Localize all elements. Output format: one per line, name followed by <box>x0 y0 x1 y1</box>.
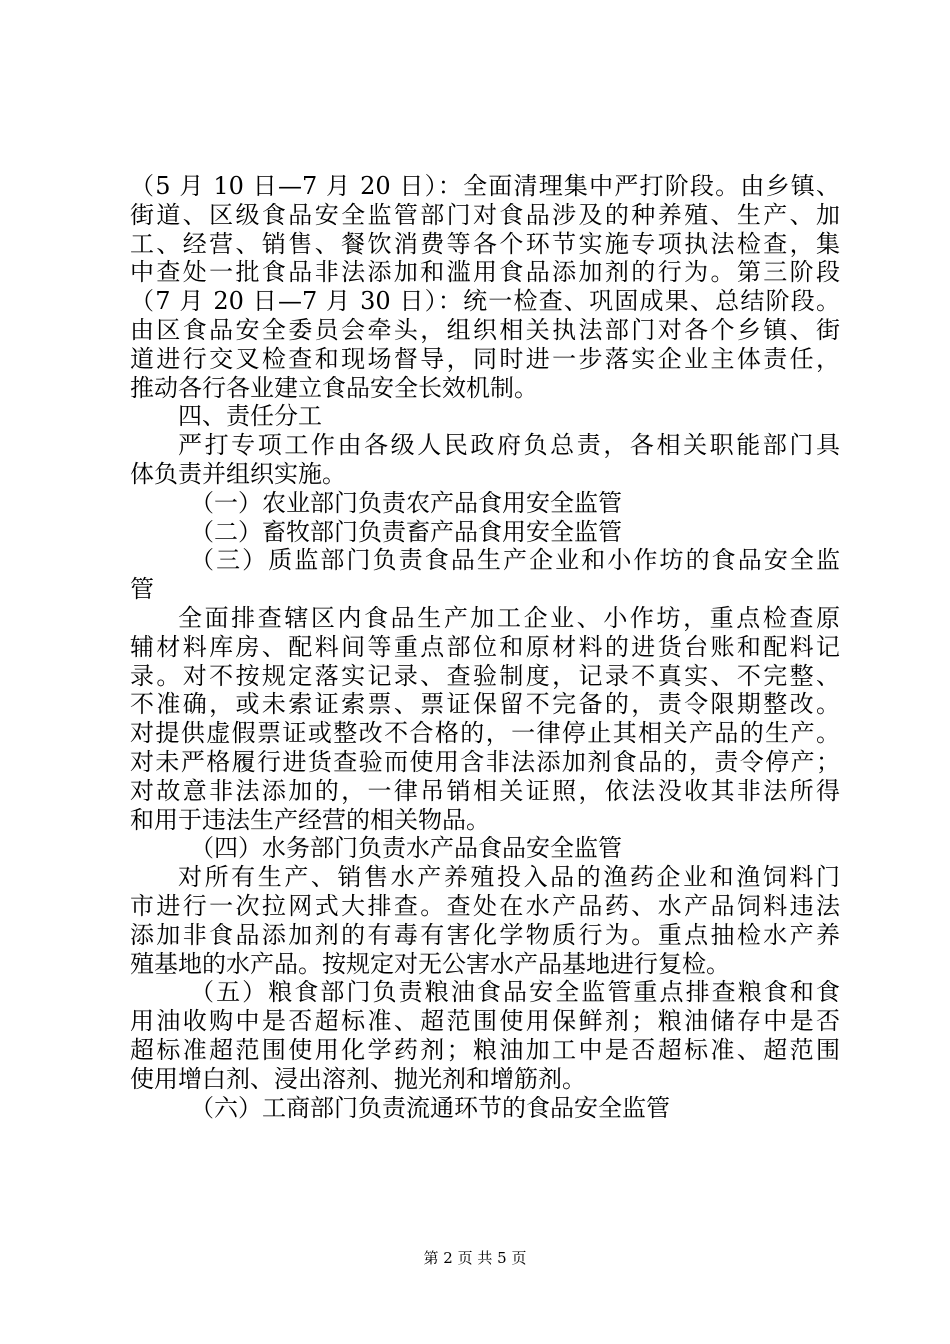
text-line: 对提供虚假票证或整改不合格的，一律停止其相关产品的生产。 <box>130 719 840 748</box>
text-line: 由区食品安全委员会牵头，组织相关执法部门对各个乡镇、街 <box>130 315 840 344</box>
text-line: （二）畜牧部门负责畜产品食用安全监管 <box>190 517 622 546</box>
text-line: （四）水务部门负责水产品食品安全监管 <box>190 834 622 863</box>
text-line: 街道、区级食品安全监管部门对食品涉及的种养殖、生产、加 <box>130 200 840 229</box>
text-line: 严打专项工作由各级人民政府负总责，各相关职能部门具 <box>178 431 840 460</box>
text-line: 体负责并组织实施。 <box>130 459 346 488</box>
text-line: 道进行交叉检查和现场督导，同时进一步落实企业主体责任， <box>130 344 840 373</box>
text-line: 管 <box>130 575 154 604</box>
text-line: 工、经营、销售、餐饮消费等各个环节实施专项执法检查，集 <box>130 229 840 258</box>
text-line: 和用于违法生产经营的相关物品。 <box>130 805 490 834</box>
text-line: （六）工商部门负责流通环节的食品安全监管 <box>190 1093 670 1122</box>
text-line: 全面排查辖区内食品生产加工企业、小作坊，重点检查原 <box>178 603 840 632</box>
text-line: 对所有生产、销售水产养殖投入品的渔药企业和渔饲料门 <box>178 863 840 892</box>
text-line: 四、责任分工 <box>178 402 322 431</box>
text-line: （一）农业部门负责农产品食用安全监管 <box>190 488 622 517</box>
text-line: （7 月 20 日—7 月 30 日）：统一检查、巩固成果、总结阶段。 <box>130 287 840 316</box>
text-line: （三）质监部门负责食品生产企业和小作坊的食品安全监 <box>190 546 840 575</box>
text-line: 用油收购中是否超标准、超范围使用保鲜剂；粮油储存中是否 <box>130 1007 840 1036</box>
page-footer: 第 2 页 共 5 页 <box>423 1249 527 1267</box>
text-line: 录。对不按规定落实记录、查验制度，记录不真实、不完整、 <box>130 661 840 690</box>
text-line: 超标准超范围使用化学药剂；粮油加工中是否超标准、超范围 <box>130 1035 840 1064</box>
text-line: 中查处一批食品非法添加和滥用食品添加剂的行为。第三阶段 <box>130 258 840 287</box>
text-line: 添加非食品添加剂的有毒有害化学物质行为。重点抽检水产养 <box>130 920 840 949</box>
text-line: 对未严格履行进货查验而使用含非法添加剂食品的，责令停产； <box>130 747 840 776</box>
text-line: （5 月 10 日—7 月 20 日）：全面清理集中严打阶段。由乡镇、 <box>130 172 840 200</box>
text-line: 推动各行各业建立食品安全长效机制。 <box>130 373 538 402</box>
text-line: 殖基地的水产品。按规定对无公害水产品基地进行复检。 <box>130 949 730 978</box>
text-line: 辅材料库房、配料间等重点部位和原材料的进货台账和配料记 <box>130 632 840 661</box>
text-line: （五）粮食部门负责粮油食品安全监管重点排查粮食和食 <box>190 978 840 1007</box>
text-line: 对故意非法添加的，一律吊销相关证照，依法没收其非法所得 <box>130 776 840 805</box>
text-line: 使用增白剂、浸出溶剂、抛光剂和增筋剂。 <box>130 1064 586 1093</box>
document-body <box>130 172 840 1122</box>
text-line: 市进行一次拉网式大排查。查处在水产品药、水产品饲料违法 <box>130 891 840 920</box>
text-line: 不准确，或未索证索票、票证保留不完备的，责令限期整改。 <box>130 690 840 719</box>
